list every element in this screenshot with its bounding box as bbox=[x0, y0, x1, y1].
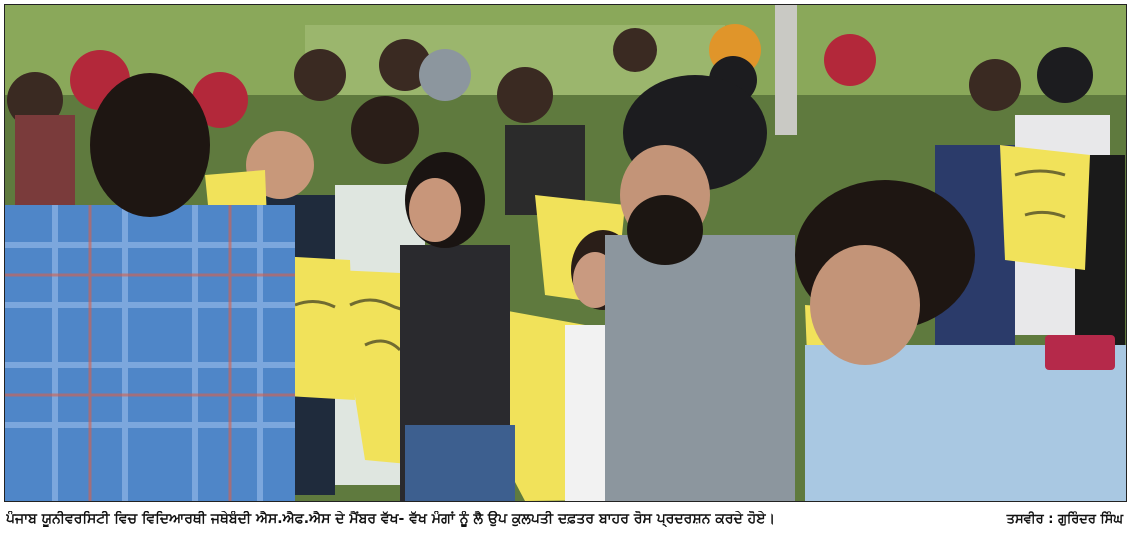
photo-credit: ਤਸਵੀਰ : ਗੁਰਿੰਦਰ ਸਿੰਘ bbox=[1006, 511, 1123, 527]
photo-caption: ਪੰਜਾਬ ਯੂਨੀਵਰਸਿਟੀ ਵਿਚ ਵਿਦਿਆਰਥੀ ਜਥੇਬੰਦੀ ਐਸ.ਐਫ.ਐਸ ਦੇ ਮੈਂਬਰ ਵੱਖ- ਵੱਖ ਮੰਗਾਂ ਨੂੰ ਲੈ ਉਪ ਕੁਲਪਤੀ ਦਫ਼ਤਰ ਬਾਹਰ ਰੋਸ ਪ੍ਰਦਰਸ਼ਨ ਕਰਦੇ ਹੋਏ। bbox=[6, 511, 776, 527]
news-photo bbox=[4, 4, 1127, 502]
lamp-post bbox=[775, 5, 797, 135]
man-grey-shirt-turban bbox=[605, 75, 795, 501]
phone bbox=[1045, 335, 1115, 370]
protest-scene-illustration bbox=[5, 5, 1126, 501]
caption-row bbox=[6, 505, 1123, 533]
